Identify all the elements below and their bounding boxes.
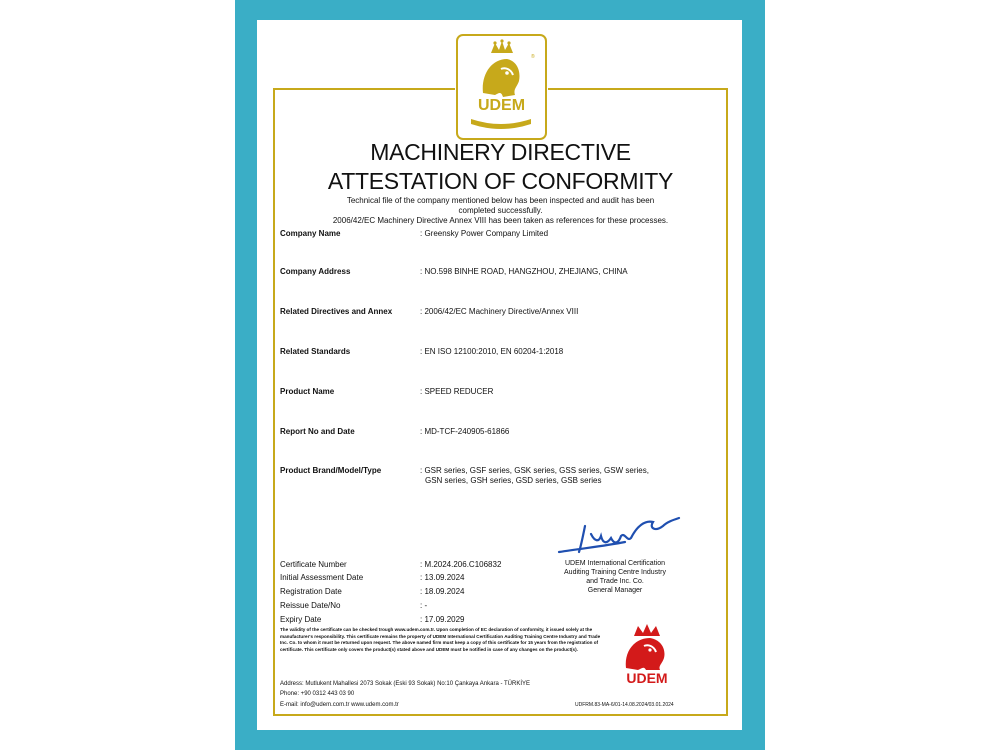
field-label-standards: Related Standards [280,347,351,356]
logo-bottom-brand: UDEM [626,670,668,686]
footer-address: Address: Mutlukent Mahallesi 2073 Sokak (Eski 93 Sokak) No:10 Çankaya Ankara - TÜRKİYE [280,681,531,687]
udem-gold-logo-icon [455,33,548,141]
field-label-company-name: Company Name [280,229,341,238]
field-value-brand-model: : GSR series, GSF series, GSK series, GSS series, GSW series, [420,466,649,475]
field-value-report-no: : MD-TCF-240905-61866 [420,427,510,436]
field-label-directives: Related Directives and Annex [280,307,393,316]
field-label-product-name: Product Name [280,387,335,396]
footer-email-web: E-mail: info@udem.com.tr www.udem.com.tr [280,702,399,708]
signature-line-4: General Manager [587,587,643,594]
title-line-1: MACHINERY DIRECTIVE [370,139,631,165]
field-value-product-name: : SPEED REDUCER [420,387,494,396]
signature-line-1: UDEM International Certification [565,560,665,567]
title-line-2: ATTESTATION OF CONFORMITY [327,168,674,194]
footer-phone: Phone: +90 0312 443 03 90 [280,691,355,697]
svg-text:®: ® [531,54,535,60]
udem-logo-bottom [612,622,682,686]
cert-label-reissue: Reissue Date/No [280,601,341,610]
cert-value-registration: : 18.09.2024 [420,587,465,596]
udem-logo-top [455,33,548,141]
field-label-brand-model: Product Brand/Model/Type [280,466,382,475]
cert-value-reissue: : - [420,601,428,610]
footer-form-code: UDFRM.83-MA-6/01-14.08.2024/03.01.2024 [575,702,674,708]
signature-line-3: and Trade Inc. Co. [586,578,644,585]
intro-line-2: completed successfully. [458,206,543,215]
field-value-directives: : 2006/42/EC Machinery Directive/Annex VIII [420,307,579,316]
cert-label-number: Certificate Number [280,560,347,569]
cert-value-initial: : 13.09.2024 [420,573,465,582]
field-label-company-address: Company Address [280,267,351,276]
cert-label-initial: Initial Assessment Date [280,573,364,582]
signature-icon [555,512,685,558]
signature-block [540,559,690,595]
field-value-company-name: : Greensky Power Company Limited [420,229,549,238]
cert-value-expiry: : 17.09.2029 [420,615,465,624]
signature-line-2: Auditing Training Centre Industry [564,569,666,576]
field-label-report-no: Report No and Date [280,427,355,436]
field-value-company-address: : NO.598 BINHE ROAD, HANGZHOU, ZHEJIANG, CHINA [420,267,628,276]
cert-value-number: : M.2024.206.C106832 [420,560,502,569]
udem-red-logo-icon [612,622,682,672]
fine-print: The validity of the certificate can be checked trough www.udem.com.tr. Upon completion of EC declaration of conformity, it issued solely at the manufacturer's responsibility. This certificate remains the property of UDEM International Certification Auditing Training Centre Industry and Trade Inc. Co. to whom it must be returned upon request. The above named firm must keep a copy of this certificate for 15 years from the registration of certificate. This certificate only covers the product(s) stated above and UDEM must be notified in case of any changes on the product(s). [280,627,601,652]
logo-top-brand: UDEM [477,97,526,114]
field-value-brand-model-line-2: GSN series, GSH series, GSD series, GSB series [425,476,602,485]
intro-line-1: Technical file of the company mentioned below has been inspected and audit has been [346,196,655,205]
cert-label-registration: Registration Date [280,587,342,596]
intro-line-3: 2006/42/EC Machinery Directive Annex VIII has been taken as references for these processes. [332,216,669,225]
field-value-standards: : EN ISO 12100:2010, EN 60204-1:2018 [420,347,564,356]
cert-label-expiry: Expiry Date [280,615,322,624]
